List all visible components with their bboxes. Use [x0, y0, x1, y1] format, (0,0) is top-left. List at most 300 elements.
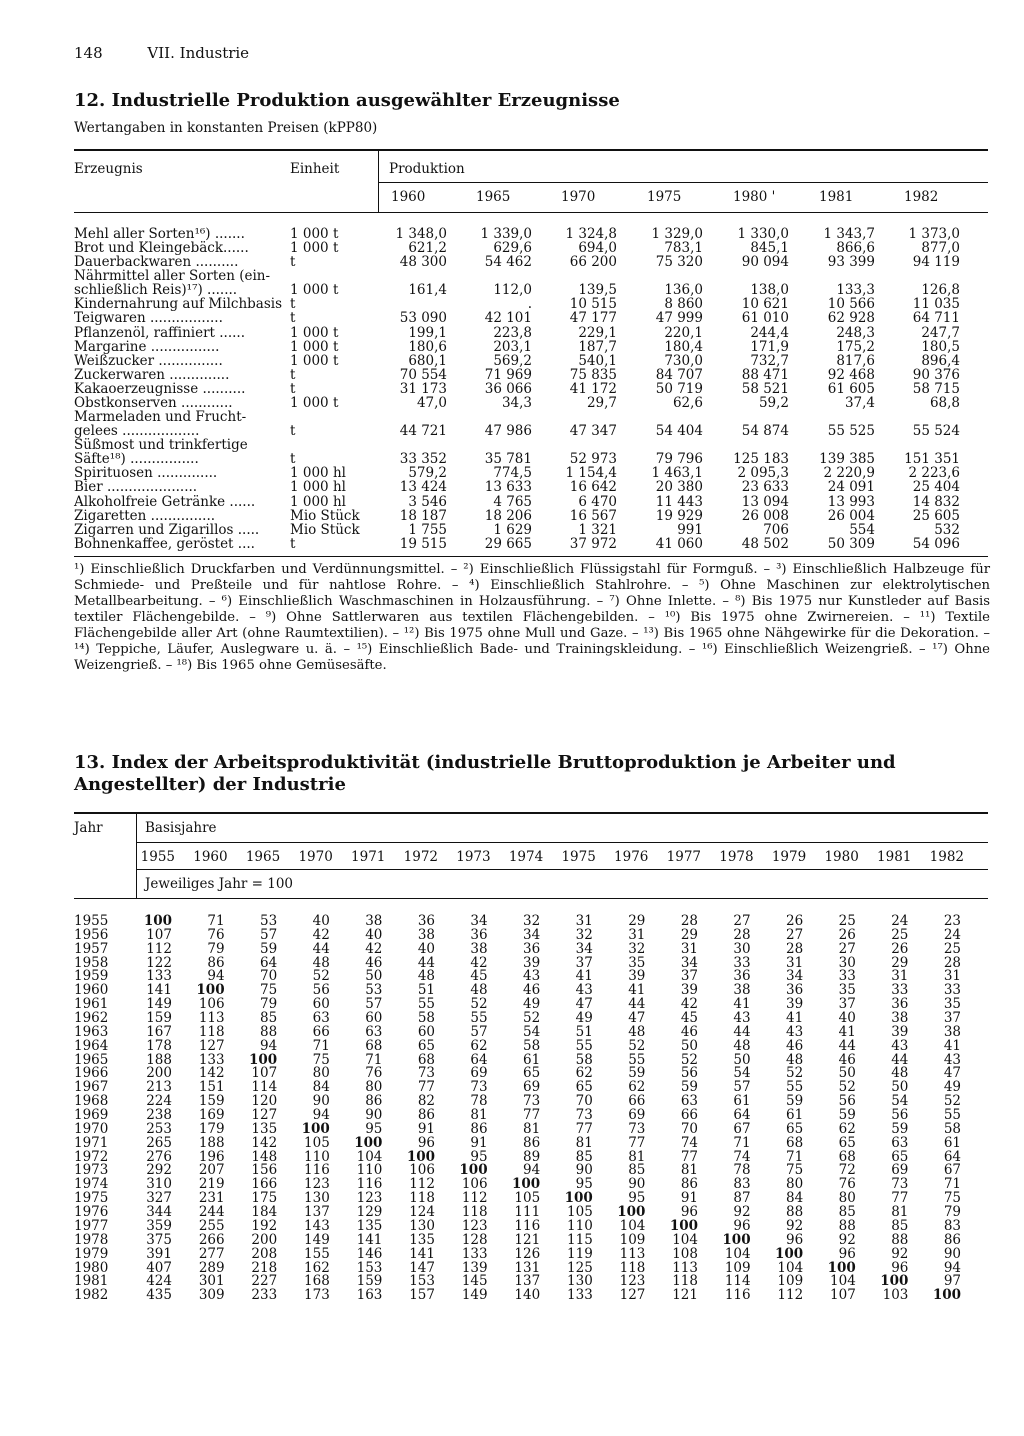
- table12-row: [74, 396, 984, 410]
- index-cell: 28: [733, 926, 751, 943]
- table13-col-base: Basisjahre: [145, 820, 217, 836]
- index-cell: 60: [417, 1023, 435, 1040]
- value-cell: 10 566: [827, 296, 875, 313]
- product-name: Teigwaren .................: [74, 310, 223, 327]
- table12-row: [74, 523, 984, 537]
- index-cell: 80: [786, 1176, 804, 1193]
- index-cell: 111: [514, 1204, 541, 1221]
- table12-row: [74, 382, 984, 396]
- table12-year-header: 1965: [476, 189, 511, 205]
- index-cell: 127: [251, 1107, 278, 1124]
- index-cell: 71: [733, 1134, 751, 1151]
- index-cell: 105: [567, 1204, 593, 1221]
- product-name: Süßmost und trinkfertige: [74, 437, 248, 454]
- value-cell: 1 348,0: [395, 226, 447, 242]
- value-cell: 554: [849, 521, 875, 538]
- index-cell: 141: [356, 1231, 383, 1248]
- index-cell: 85: [891, 1217, 909, 1234]
- index-cell: 118: [619, 1259, 646, 1276]
- index-cell: 67: [943, 1162, 961, 1179]
- index-cell: 135: [356, 1217, 383, 1234]
- index-cell: 38: [943, 1023, 961, 1040]
- unit-cell: 1 000 hl: [290, 493, 346, 510]
- value-cell: 64 711: [912, 310, 960, 327]
- index-cell: 107: [830, 1287, 856, 1304]
- year-cell: 1974: [74, 1176, 109, 1193]
- unit-cell: 1 000 t: [290, 352, 339, 369]
- value-cell: 199,1: [408, 324, 447, 341]
- value-cell: 90 376: [912, 366, 960, 383]
- index-cell: 86: [943, 1231, 961, 1248]
- index-cell: 37: [680, 968, 698, 985]
- index-cell: 151: [198, 1079, 225, 1096]
- chapter-title: VII. Industrie: [147, 44, 250, 62]
- table12-row: [74, 438, 984, 452]
- index-cell: 64: [470, 1051, 488, 1068]
- index-cell: 59: [628, 1065, 646, 1082]
- index-cell: 175: [251, 1190, 278, 1207]
- unit-cell: 1 000 t: [290, 226, 339, 242]
- index-cell: 94: [260, 1037, 278, 1054]
- index-cell: 73: [523, 1093, 541, 1110]
- index-cell: 130: [567, 1273, 593, 1290]
- index-cell: 110: [567, 1217, 593, 1234]
- index-cell: 38: [470, 940, 488, 957]
- index-cell: 265: [146, 1134, 172, 1151]
- index-cell: 141: [409, 1245, 435, 1262]
- index-cell: 48: [470, 982, 488, 999]
- index-cell: 48: [891, 1065, 909, 1082]
- index-cell: 92: [891, 1245, 909, 1262]
- index-cell: 39: [523, 954, 541, 971]
- value-cell: 171,9: [750, 338, 789, 355]
- index-cell: 85: [838, 1204, 856, 1221]
- table12-top-rule: [74, 149, 988, 151]
- index-cell: 81: [891, 1204, 909, 1221]
- unit-cell: 1 000 t: [290, 324, 339, 341]
- index-cell: 115: [567, 1231, 593, 1248]
- year-cell: 1964: [74, 1037, 109, 1054]
- index-cell: 391: [146, 1245, 172, 1262]
- running-header: [74, 44, 249, 62]
- unit-cell: t: [290, 423, 296, 440]
- value-cell: 1 343,7: [823, 226, 875, 242]
- index-cell: 100: [406, 1148, 435, 1165]
- value-cell: 1 755: [408, 521, 447, 538]
- value-cell: 694,0: [578, 240, 617, 257]
- index-cell: 108: [672, 1245, 698, 1262]
- product-name: schließlich Reis)¹⁷) .......: [74, 282, 238, 299]
- value-cell: 125 183: [733, 451, 789, 468]
- index-cell: 43: [733, 1010, 751, 1027]
- index-cell: 43: [523, 968, 541, 985]
- index-cell: 36: [523, 940, 541, 957]
- table12-row: [74, 537, 984, 551]
- index-cell: 39: [891, 1023, 909, 1040]
- index-cell: 80: [312, 1065, 330, 1082]
- value-cell: 61 605: [827, 380, 875, 397]
- index-cell: 92: [838, 1231, 856, 1248]
- index-cell: 88: [260, 1023, 278, 1040]
- index-cell: 128: [461, 1231, 488, 1248]
- index-cell: 80: [365, 1079, 383, 1096]
- index-cell: 218: [251, 1259, 278, 1276]
- index-cell: 118: [409, 1190, 435, 1207]
- index-cell: 107: [146, 926, 172, 943]
- index-cell: 28: [943, 954, 961, 971]
- table12-row: [74, 241, 984, 255]
- value-cell: 41 172: [569, 380, 617, 397]
- index-cell: 105: [514, 1190, 541, 1207]
- index-cell: 53: [260, 913, 278, 929]
- table12-row: [74, 297, 984, 311]
- index-cell: 145: [461, 1273, 488, 1290]
- index-cell: 188: [198, 1134, 225, 1151]
- unit-cell: Mio Stück: [290, 521, 360, 538]
- index-cell: 87: [733, 1190, 751, 1207]
- index-cell: 106: [198, 996, 225, 1013]
- year-cell: 1955: [74, 913, 109, 929]
- index-cell: 149: [146, 996, 172, 1013]
- index-cell: 34: [470, 913, 488, 929]
- index-cell: 51: [417, 982, 435, 999]
- index-cell: 233: [251, 1287, 278, 1304]
- index-cell: 86: [470, 1120, 488, 1137]
- index-cell: 86: [523, 1134, 541, 1151]
- index-cell: 37: [575, 954, 593, 971]
- index-cell: 32: [575, 926, 593, 943]
- table13-row: [74, 1122, 984, 1136]
- index-cell: 100: [564, 1190, 593, 1207]
- value-cell: 47 986: [484, 423, 532, 440]
- index-cell: 90: [628, 1176, 646, 1193]
- index-cell: 50: [733, 1051, 751, 1068]
- index-cell: 27: [838, 940, 856, 957]
- index-cell: 65: [575, 1079, 593, 1096]
- product-name: Säfte¹⁸) ................: [74, 451, 199, 468]
- value-cell: 54 096: [912, 535, 960, 552]
- index-cell: 69: [523, 1079, 541, 1096]
- index-cell: 36: [417, 913, 435, 929]
- index-cell: 96: [838, 1245, 856, 1262]
- index-cell: 44: [733, 1023, 751, 1040]
- value-cell: 92 468: [827, 366, 875, 383]
- index-cell: 140: [514, 1287, 541, 1304]
- year-cell: 1967: [74, 1079, 109, 1096]
- table13-base-year: 1960: [193, 849, 228, 865]
- index-cell: 142: [198, 1065, 225, 1082]
- index-cell: 43: [891, 1037, 909, 1054]
- index-cell: 42: [312, 926, 330, 943]
- index-cell: 96: [891, 1259, 909, 1276]
- index-cell: 68: [365, 1037, 383, 1054]
- value-cell: 41 060: [655, 535, 703, 552]
- index-cell: 146: [356, 1245, 383, 1262]
- index-cell: 96: [733, 1217, 751, 1234]
- value-cell: 58 715: [912, 380, 960, 397]
- footnotes-text: ¹) Einschließlich Druckfarben und Verdünnungsmittel. – ²) Einschließlich Flüssigstahl für Formguß. – ³) Einschließlich Halbzeuge für Schmiede- und Preßteile und für nahtlose Rohre. – ⁴) Einschließlich Stahlrohre. – ⁵) Ohne Maschinen zur elektrolytischen Metallbearbeitung. – ⁶) Einschließlich Waschmaschinen in Holzausführung. – ⁷) Ohne Inlette. – ⁸) Bis 1975 nur Kunstleder auf Basis textiler Flächengebilde. – ⁹) Ohne Sattlerwaren aus textilen Flächengebilden. – ¹⁰) Bis 1975 ohne Zwirnereien. – ¹¹) Textile Flächengebilde aller Art (ohne Raumtextilien). – ¹²) Bis 1975 ohne Mull und Gaze. – ¹³) Bis 1965 ohne Nähgewirke für die Dekoration. – ¹⁴) Teppiche, Läufer, Auslegware u. ä. – ¹⁵) Einschließlich Bade- und Trainingskleidung. – ¹⁶) Einschließlich Weizengrieß. – ¹⁷) Ohne Weizengrieß. – ¹⁸) Bis 1965 ohne Gemüsesäfte.: [74, 562, 990, 673]
- index-cell: 62: [470, 1037, 488, 1054]
- year-cell: 1963: [74, 1023, 109, 1040]
- index-cell: 81: [680, 1162, 698, 1179]
- value-cell: 54 874: [741, 423, 789, 440]
- index-cell: 77: [417, 1079, 435, 1096]
- product-name: Dauerbackwaren ..........: [74, 254, 239, 271]
- index-cell: 131: [514, 1259, 541, 1276]
- index-cell: 52: [838, 1079, 856, 1096]
- value-cell: 62 928: [827, 310, 875, 327]
- table12-year-header: 1981: [819, 189, 854, 205]
- index-cell: 48: [733, 1037, 751, 1054]
- index-cell: 48: [628, 1023, 646, 1040]
- table12-col-production: Produktion: [389, 161, 465, 177]
- index-cell: 104: [777, 1259, 804, 1276]
- index-cell: 88: [838, 1217, 856, 1234]
- index-cell: 73: [575, 1107, 593, 1124]
- product-name: Bier .....................: [74, 479, 198, 496]
- index-cell: 58: [575, 1051, 593, 1068]
- index-cell: 123: [461, 1217, 488, 1234]
- index-cell: 70: [575, 1093, 593, 1110]
- index-cell: 36: [786, 982, 804, 999]
- index-cell: 129: [356, 1204, 383, 1221]
- index-cell: 57: [365, 996, 383, 1013]
- index-cell: 39: [786, 996, 804, 1013]
- product-name: Kindernahrung auf Milchbasis: [74, 296, 283, 313]
- index-cell: 49: [523, 996, 541, 1013]
- year-cell: 1981: [74, 1273, 109, 1290]
- index-cell: 23: [943, 913, 961, 929]
- value-cell: 1 321: [578, 521, 617, 538]
- year-cell: 1966: [74, 1065, 109, 1082]
- index-cell: 114: [251, 1079, 278, 1096]
- index-cell: 79: [943, 1204, 961, 1221]
- index-cell: 424: [146, 1273, 172, 1290]
- value-cell: 1 339,0: [480, 226, 532, 242]
- index-cell: 73: [417, 1065, 435, 1082]
- value-cell: 1 373,0: [908, 226, 960, 242]
- index-cell: 53: [365, 982, 383, 999]
- index-cell: 92: [786, 1217, 804, 1234]
- index-cell: 159: [356, 1273, 383, 1290]
- unit-cell: Mio Stück: [290, 507, 360, 524]
- index-cell: 31: [786, 954, 804, 971]
- index-cell: 137: [514, 1273, 541, 1290]
- value-cell: 47 177: [569, 310, 617, 327]
- index-cell: 52: [786, 1065, 804, 1082]
- value-cell: 71 969: [484, 366, 532, 383]
- index-cell: 48: [312, 954, 330, 971]
- value-cell: 896,4: [921, 352, 960, 369]
- index-cell: 133: [567, 1287, 593, 1304]
- index-cell: 96: [680, 1204, 698, 1221]
- value-cell: 34,3: [501, 394, 532, 411]
- value-cell: 151 351: [904, 451, 960, 468]
- table12-footnotes: [74, 562, 990, 674]
- unit-cell: 1 000 t: [290, 338, 339, 355]
- index-cell: 375: [146, 1231, 172, 1248]
- index-cell: 113: [198, 1010, 225, 1027]
- value-cell: 133,3: [836, 282, 875, 299]
- table13-base-note: Jeweiliges Jahr = 100: [145, 876, 294, 892]
- index-cell: 84: [312, 1079, 330, 1096]
- page-number: 148: [74, 44, 103, 62]
- product-name: Mehl aller Sorten¹⁶) .......: [74, 226, 245, 242]
- index-cell: 46: [680, 1023, 698, 1040]
- index-cell: 52: [943, 1093, 961, 1110]
- index-cell: 104: [830, 1273, 856, 1290]
- index-cell: 41: [575, 968, 593, 985]
- index-cell: 89: [523, 1148, 541, 1165]
- value-cell: 52 973: [569, 451, 617, 468]
- product-name: Zigarren und Zigarillos .....: [74, 521, 260, 538]
- index-cell: 100: [827, 1259, 856, 1276]
- index-cell: 68: [838, 1148, 856, 1165]
- year-cell: 1976: [74, 1204, 109, 1221]
- index-cell: 58: [943, 1120, 961, 1137]
- index-cell: 77: [523, 1107, 541, 1124]
- index-cell: 57: [260, 926, 278, 943]
- value-cell: 532: [934, 521, 960, 538]
- value-cell: 54 462: [484, 254, 532, 271]
- value-cell: 11 443: [655, 493, 703, 510]
- value-cell: 180,5: [921, 338, 960, 355]
- product-name: gelees ..................: [74, 423, 200, 440]
- index-cell: 31: [943, 968, 961, 985]
- value-cell: .: [527, 296, 532, 313]
- value-cell: 247,7: [921, 324, 960, 341]
- index-cell: 90: [943, 1245, 961, 1262]
- index-cell: 109: [724, 1259, 751, 1276]
- value-cell: 1 324,8: [565, 226, 617, 242]
- index-cell: 100: [722, 1231, 751, 1248]
- value-cell: 1 463,1: [651, 465, 703, 482]
- value-cell: 75 320: [655, 254, 703, 271]
- index-cell: 155: [304, 1245, 330, 1262]
- product-name: Zuckerwaren ..............: [74, 366, 230, 383]
- index-cell: 94: [207, 968, 225, 985]
- index-cell: 66: [312, 1023, 330, 1040]
- index-cell: 96: [417, 1134, 435, 1151]
- year-cell: 1965: [74, 1051, 109, 1068]
- value-cell: 13 993: [827, 493, 875, 510]
- index-cell: 56: [680, 1065, 698, 1082]
- unit-cell: 1 000 t: [290, 282, 339, 299]
- value-cell: 68,8: [929, 394, 960, 411]
- year-cell: 1970: [74, 1120, 109, 1137]
- index-cell: 65: [838, 1134, 856, 1151]
- index-cell: 61: [786, 1107, 804, 1124]
- value-cell: 13 424: [399, 479, 447, 496]
- index-cell: 231: [198, 1190, 225, 1207]
- year-cell: 1957: [74, 940, 109, 957]
- index-cell: 40: [417, 940, 435, 957]
- index-cell: 56: [838, 1093, 856, 1110]
- value-cell: 845,1: [750, 240, 789, 257]
- index-cell: 127: [619, 1287, 646, 1304]
- index-cell: 109: [619, 1231, 646, 1248]
- index-cell: 36: [891, 996, 909, 1013]
- index-cell: 62: [575, 1065, 593, 1082]
- index-cell: 40: [365, 926, 383, 943]
- year-cell: 1960: [74, 982, 109, 999]
- year-cell: 1971: [74, 1134, 109, 1151]
- index-cell: 107: [251, 1065, 278, 1082]
- table12-col-separator: [378, 150, 379, 212]
- value-cell: 88 471: [741, 366, 789, 383]
- index-cell: 32: [628, 940, 646, 957]
- index-cell: 55: [417, 996, 435, 1013]
- index-cell: 73: [628, 1120, 646, 1137]
- index-cell: 100: [196, 982, 225, 999]
- index-cell: 118: [461, 1204, 488, 1221]
- value-cell: 4 765: [493, 493, 532, 510]
- index-cell: 106: [409, 1162, 435, 1179]
- index-cell: 120: [251, 1093, 278, 1110]
- index-cell: 45: [680, 1010, 698, 1027]
- index-cell: 76: [365, 1065, 383, 1082]
- index-cell: 34: [680, 954, 698, 971]
- index-cell: 50: [891, 1079, 909, 1096]
- index-cell: 35: [943, 996, 961, 1013]
- index-cell: 81: [628, 1148, 646, 1165]
- index-cell: 39: [628, 968, 646, 985]
- table13-top-rule: [74, 812, 988, 814]
- table12-year-header: 1980 ': [733, 189, 776, 205]
- index-cell: 125: [567, 1259, 593, 1276]
- value-cell: 180,4: [664, 338, 703, 355]
- index-cell: 86: [365, 1093, 383, 1110]
- index-cell: 52: [628, 1037, 646, 1054]
- table13-row: [74, 1108, 984, 1122]
- table12-col-product: Erzeugnis: [74, 161, 143, 177]
- product-name: Margarine ................: [74, 338, 220, 355]
- index-cell: 47: [943, 1065, 961, 1082]
- value-cell: 1 330,0: [737, 226, 789, 242]
- index-cell: 75: [260, 982, 278, 999]
- value-cell: 50 719: [655, 380, 703, 397]
- value-cell: 59,2: [758, 394, 789, 411]
- year-cell: 1958: [74, 954, 109, 971]
- index-cell: 63: [312, 1010, 330, 1027]
- unit-cell: t: [290, 296, 296, 313]
- index-cell: 65: [891, 1148, 909, 1165]
- index-cell: 70: [260, 968, 278, 985]
- index-cell: 77: [628, 1134, 646, 1151]
- index-cell: 30: [838, 954, 856, 971]
- index-cell: 153: [409, 1273, 435, 1290]
- index-cell: 69: [628, 1107, 646, 1124]
- value-cell: 244,4: [750, 324, 789, 341]
- index-cell: 49: [943, 1079, 961, 1096]
- index-cell: 95: [628, 1190, 646, 1207]
- index-cell: 28: [680, 913, 698, 929]
- index-cell: 71: [207, 913, 225, 929]
- index-cell: 178: [146, 1037, 172, 1054]
- index-cell: 118: [672, 1273, 698, 1290]
- year-cell: 1972: [74, 1148, 109, 1165]
- index-cell: 81: [523, 1120, 541, 1137]
- index-cell: 63: [891, 1134, 909, 1151]
- index-cell: 65: [417, 1037, 435, 1054]
- index-cell: 65: [786, 1120, 804, 1137]
- value-cell: 136,0: [664, 282, 703, 299]
- index-cell: 81: [575, 1134, 593, 1151]
- index-cell: 33: [733, 954, 751, 971]
- index-cell: 148: [251, 1148, 278, 1165]
- value-cell: 680,1: [408, 352, 447, 369]
- index-cell: 147: [409, 1259, 435, 1276]
